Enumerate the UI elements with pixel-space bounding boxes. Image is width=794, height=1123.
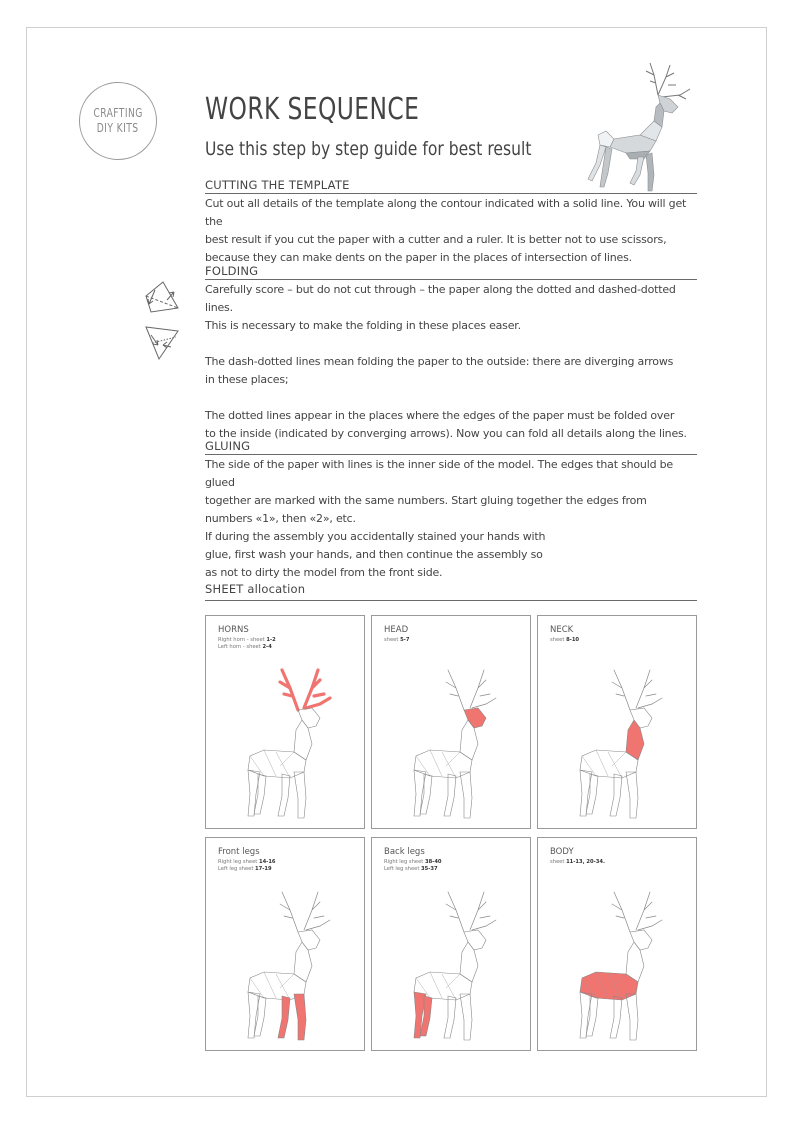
deer-front-leg xyxy=(460,994,472,1040)
folding-p2-line-1: The dash-dotted lines mean folding the paper to the outside: there are diverging arrows xyxy=(205,355,674,368)
deer-diagram-icon xyxy=(220,648,352,824)
cutting-heading: CUTTING THE TEMPLATE xyxy=(205,178,697,194)
deer-front-leg xyxy=(444,774,456,816)
gluing-line-3: numbers «1», then «2», etc. xyxy=(205,512,356,525)
logo-crafting-diy-kits xyxy=(79,82,157,160)
deer-diagram-icon xyxy=(552,870,684,1046)
sheet-card-sub-1: sheet 8-10 xyxy=(550,637,580,643)
deer-front-leg xyxy=(626,994,638,1040)
sheet-card-title: BODY xyxy=(550,847,574,857)
page-title: WORK SEQUENCE xyxy=(205,92,420,127)
page-subtitle: Use this step by step guide for best result xyxy=(205,138,532,160)
deer-head xyxy=(298,708,320,728)
sheet-card-sub-2: Left leg sheet 17-19 xyxy=(218,866,272,872)
sheet-card-sub-1: sheet 11-13, 20-34. xyxy=(550,859,605,865)
sheet-card-title: HEAD xyxy=(384,625,409,635)
deer-diagram-icon xyxy=(386,870,518,1046)
deer-horns xyxy=(446,670,496,710)
cutting-line-2: best result if you cut the paper with a cutter and a ruler. It is better not to use scissors, xyxy=(205,233,667,246)
deer-front-leg xyxy=(460,772,472,818)
logo-line-2: DIY KITS xyxy=(97,121,139,135)
sheet-card-sub-1: Right leg sheet 14-16 xyxy=(218,859,276,865)
sheet-allocation-heading: SHEET allocation xyxy=(205,582,697,601)
section-sheet-allocation xyxy=(205,582,697,601)
gluing-line-6: as not to dirty the model from the front side. xyxy=(205,566,443,579)
sheet-card-title: Front legs xyxy=(218,847,260,857)
fold-outward-icon xyxy=(143,278,181,316)
deer-head xyxy=(630,930,652,950)
deer-diagram-icon xyxy=(220,870,352,1046)
sheet-card-head xyxy=(371,615,531,829)
deer-horns xyxy=(446,892,496,932)
gluing-line-5: glue, first wash your hands, and then continue the assembly so xyxy=(205,548,543,561)
folding-p3-line-1: The dotted lines appear in the places where the edges of the paper must be folded over xyxy=(205,409,675,422)
gluing-line-1: The side of the paper with lines is the inner side of the model. The edges that should be glued xyxy=(205,458,673,489)
cutting-line-1: Cut out all details of the template along the contour indicated with a solid line. You will get the xyxy=(205,197,687,228)
deer-head xyxy=(298,930,320,950)
section-gluing xyxy=(205,439,697,582)
sheet-allocation-grid xyxy=(205,615,697,1051)
sheet-card-front-legs xyxy=(205,837,365,1051)
deer-front-leg xyxy=(278,774,290,816)
section-cutting xyxy=(205,178,697,267)
deer-front-leg xyxy=(610,996,622,1038)
sheet-card-neck xyxy=(537,615,697,829)
sheet-card-sub-1: Right leg sheet 38-40 xyxy=(384,859,442,865)
folding-heading: FOLDING xyxy=(205,264,697,280)
deer-horns xyxy=(280,670,330,710)
deer-front-leg xyxy=(278,996,290,1038)
deer-front-leg xyxy=(444,996,456,1038)
sheet-card-title: NECK xyxy=(550,625,574,635)
gluing-line-2: together are marked with the same numbers. Start gluing together the edges from xyxy=(205,494,647,507)
sheet-card-horns xyxy=(205,615,365,829)
logo-line-1: CRAFTING xyxy=(93,106,143,120)
sheet-card-title: Back legs xyxy=(384,847,425,857)
sheet-card-sub-1: sheet 5-7 xyxy=(384,637,410,643)
deer-diagram-icon xyxy=(552,648,684,824)
gluing-heading: GLUING xyxy=(205,439,697,455)
deer-horns xyxy=(280,892,330,932)
sheet-card-sub-2: Left horn - sheet 2-4 xyxy=(218,644,272,650)
deer-head xyxy=(464,930,486,950)
sheet-card-body xyxy=(537,837,697,1051)
deer-diagram-icon xyxy=(386,648,518,824)
deer-horns xyxy=(612,892,662,932)
sheet-card-sub-2: Left leg sheet 35-37 xyxy=(384,866,438,872)
deer-front-leg xyxy=(294,772,306,818)
deer-front-leg xyxy=(294,994,306,1040)
deer-front-leg xyxy=(626,772,638,818)
deer-front-leg xyxy=(610,774,622,816)
folding-p1-line-2: This is necessary to make the folding in these places easer. xyxy=(205,319,521,332)
folding-p3-line-2: to the inside (indicated by converging arrows). Now you can fold all details along the lines. xyxy=(205,427,687,440)
folding-p1-line-1: Carefully score – but do not cut through – the paper along the dotted and dashed-dotted lines. xyxy=(205,283,676,314)
sheet-card-back-legs xyxy=(371,837,531,1051)
deer-hero-icon xyxy=(570,55,700,195)
section-folding xyxy=(205,264,697,443)
folding-p2-line-2: in these places; xyxy=(205,373,289,386)
deer-head xyxy=(464,708,486,728)
sheet-card-sub-1: Right horn - sheet 1-2 xyxy=(218,637,276,643)
fold-inward-icon xyxy=(143,323,181,363)
deer-horns xyxy=(612,670,662,710)
sheet-card-title: HORNS xyxy=(218,625,249,635)
gluing-line-4: If during the assembly you accidentally stained your hands with xyxy=(205,530,546,543)
cutting-line-3: because they can make dents on the paper in the places of intersection of lines. xyxy=(205,251,632,264)
